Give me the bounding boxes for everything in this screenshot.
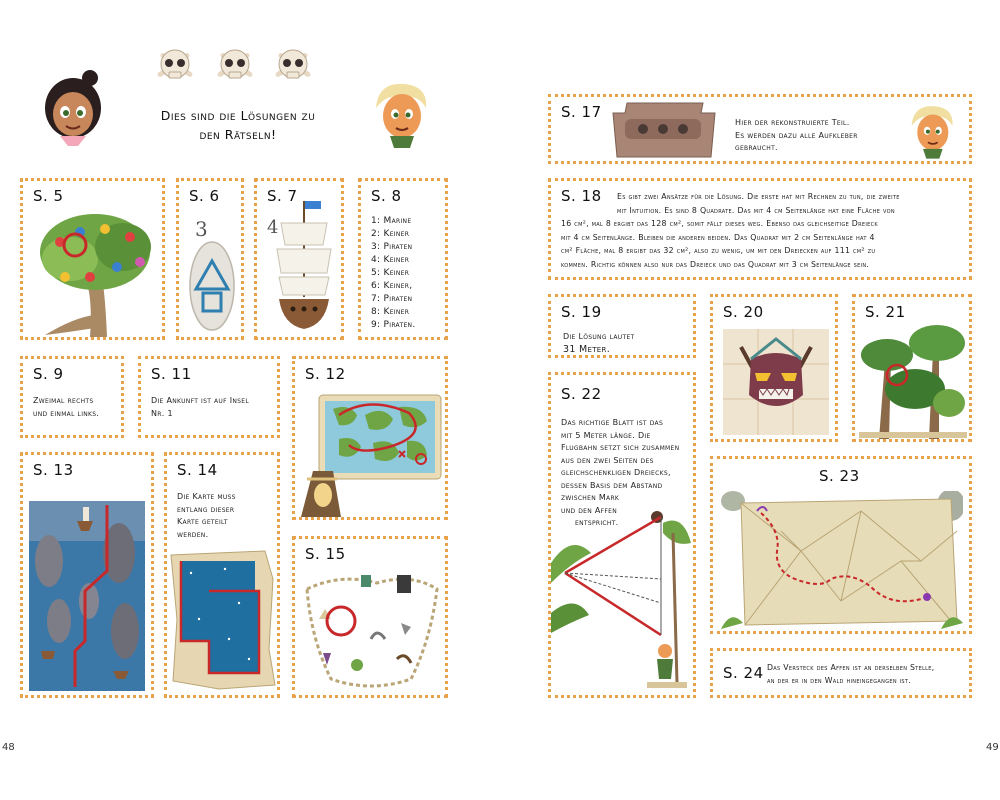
solution-s12 bbox=[292, 356, 448, 520]
reconstructed-part-illustration bbox=[611, 101, 717, 159]
skull-crossbones-icon bbox=[150, 42, 200, 92]
solution-label: S. 7 bbox=[267, 187, 298, 205]
solution-s22 bbox=[548, 372, 696, 698]
sea-route-illustration bbox=[29, 501, 145, 691]
girl-character-icon bbox=[38, 68, 108, 146]
star-map-illustration bbox=[169, 549, 277, 691]
solution-s8 bbox=[358, 178, 448, 340]
answer-text: Das Versteck des Affen ist an derselben Stelle, an der er in den Wald hineingegangen ist. bbox=[767, 663, 935, 685]
list-item: 7: Piraten bbox=[371, 294, 413, 304]
solution-s24 bbox=[710, 648, 972, 698]
solution-label: S. 8 bbox=[371, 187, 402, 205]
solution-label: S. 9 bbox=[33, 365, 64, 383]
objects-illustration bbox=[301, 569, 443, 693]
skull-crossbones-icon bbox=[268, 42, 318, 92]
page-title bbox=[150, 106, 326, 144]
answer-text: Die Karte muss entlang dieser Karte geteilt werden. bbox=[177, 492, 236, 539]
solution-label: S. 24 bbox=[723, 664, 764, 682]
list-item: 9: Piraten. bbox=[371, 320, 416, 330]
parrot-tree-illustration bbox=[35, 207, 155, 337]
page-title-line1: Dies sind die Lösungen zu bbox=[160, 108, 316, 123]
solution-s11 bbox=[138, 356, 280, 438]
answer-text: 16 cm², mal 8 ergibt das 128 cm², somit fällt dieses weg. Ebenso das gleichseitige Dreieck mit 4 cm Seitenlänge. Bleiben die anderen beiden. Das Quadrat mit 2 cm Seitenlänge hat 4 cm² Fläche, mal 8 ergibt das 32 cm², also zu wenig, um mit den Dreiecken auf 111 cm² zu kommen. Richtig können also nur das Dreieck und das Quadrat mit 3 cm Seitenlänge sein. bbox=[561, 219, 878, 269]
solution-s15 bbox=[292, 536, 448, 698]
list-item: 4: Keiner bbox=[371, 255, 410, 265]
solution-label: S. 21 bbox=[865, 303, 906, 321]
answer-text: Hier der rekonstruierte Teil. Es werden dazu alle Aufkleber gebraucht. bbox=[735, 118, 858, 152]
solution-label: S. 15 bbox=[305, 545, 346, 563]
boy-character-icon bbox=[905, 101, 959, 159]
solution-s23 bbox=[710, 456, 972, 634]
solution-label: S. 19 bbox=[561, 303, 602, 321]
solution-s13 bbox=[20, 452, 154, 698]
island-map-illustration bbox=[299, 385, 445, 517]
page-number-left: 48 bbox=[2, 742, 15, 753]
boy-character-icon bbox=[368, 78, 434, 148]
solution-s14 bbox=[164, 452, 280, 698]
ship-illustration bbox=[271, 197, 337, 335]
solution-s5 bbox=[20, 178, 165, 340]
solution-label: S. 20 bbox=[723, 303, 764, 321]
solution-s17 bbox=[548, 94, 972, 164]
list-item: 3: Piraten bbox=[371, 242, 413, 252]
list-item: 8: Keiner bbox=[371, 307, 410, 317]
solution-label: S. 18 bbox=[561, 187, 602, 205]
list-item: 1: Marine bbox=[371, 216, 412, 226]
solution-s6 bbox=[176, 178, 244, 340]
solution-s9 bbox=[20, 356, 124, 438]
solution-label: S. 17 bbox=[561, 103, 602, 121]
list-item: 6: Keiner, bbox=[371, 281, 413, 291]
answer-text: Das richtige Blatt ist das mit 5 Meter länge. Die Flugbahn setzt sich zusammen aus den zwei Seiten des gleichschenkligen Dreiecks, dessen Basis dem Abstand zwischen Mark und den Affen entspricht. bbox=[561, 418, 680, 527]
solution-s7 bbox=[254, 178, 344, 340]
solution-label: S. 22 bbox=[561, 385, 602, 403]
solution-s20 bbox=[710, 294, 838, 442]
solution-s18 bbox=[548, 178, 972, 280]
page-title-line2: den Rätseln! bbox=[199, 127, 277, 142]
answer-text: Die Ankunft ist auf Insel Nr. 1 bbox=[151, 396, 249, 418]
trajectory-illustration bbox=[551, 503, 693, 695]
answer-text: Die Lösung lautet 31 Meter. bbox=[563, 332, 635, 355]
hint-digit: 3 bbox=[195, 217, 208, 241]
rune-stone-illustration bbox=[187, 237, 237, 335]
mask-puzzle-illustration bbox=[723, 329, 829, 435]
solution-label: S. 5 bbox=[33, 187, 64, 205]
solution-label: S. 23 bbox=[819, 467, 860, 485]
solution-label: S. 13 bbox=[33, 461, 74, 479]
solution-label: S. 14 bbox=[177, 461, 218, 479]
skull-crossbones-icon bbox=[210, 42, 260, 92]
solution-label: S. 12 bbox=[305, 365, 346, 383]
answer-text: Zweimal rechts und einmal links. bbox=[33, 396, 100, 418]
list-item: 2: Keiner bbox=[371, 229, 410, 239]
answer-text: Es gibt zwei Ansätze für die Lösung. Die erste hat mit Rechnen zu tun, die zweite mit Intuition. Es sind 8 Quadrate. Das mit 4 cm Seitenlänge hat eine Fläche von bbox=[617, 192, 900, 215]
list-item: 5: Keiner bbox=[371, 268, 410, 278]
solution-label: S. 11 bbox=[151, 365, 192, 383]
solution-s21 bbox=[852, 294, 972, 442]
page-number-right: 49 bbox=[986, 742, 999, 753]
hint-digit: 4 bbox=[267, 217, 279, 238]
stone-map-illustration bbox=[721, 491, 963, 629]
answer-list bbox=[371, 215, 416, 332]
solution-label: S. 6 bbox=[189, 187, 220, 205]
solution-s19 bbox=[548, 294, 696, 358]
jungle-illustration bbox=[859, 311, 967, 439]
